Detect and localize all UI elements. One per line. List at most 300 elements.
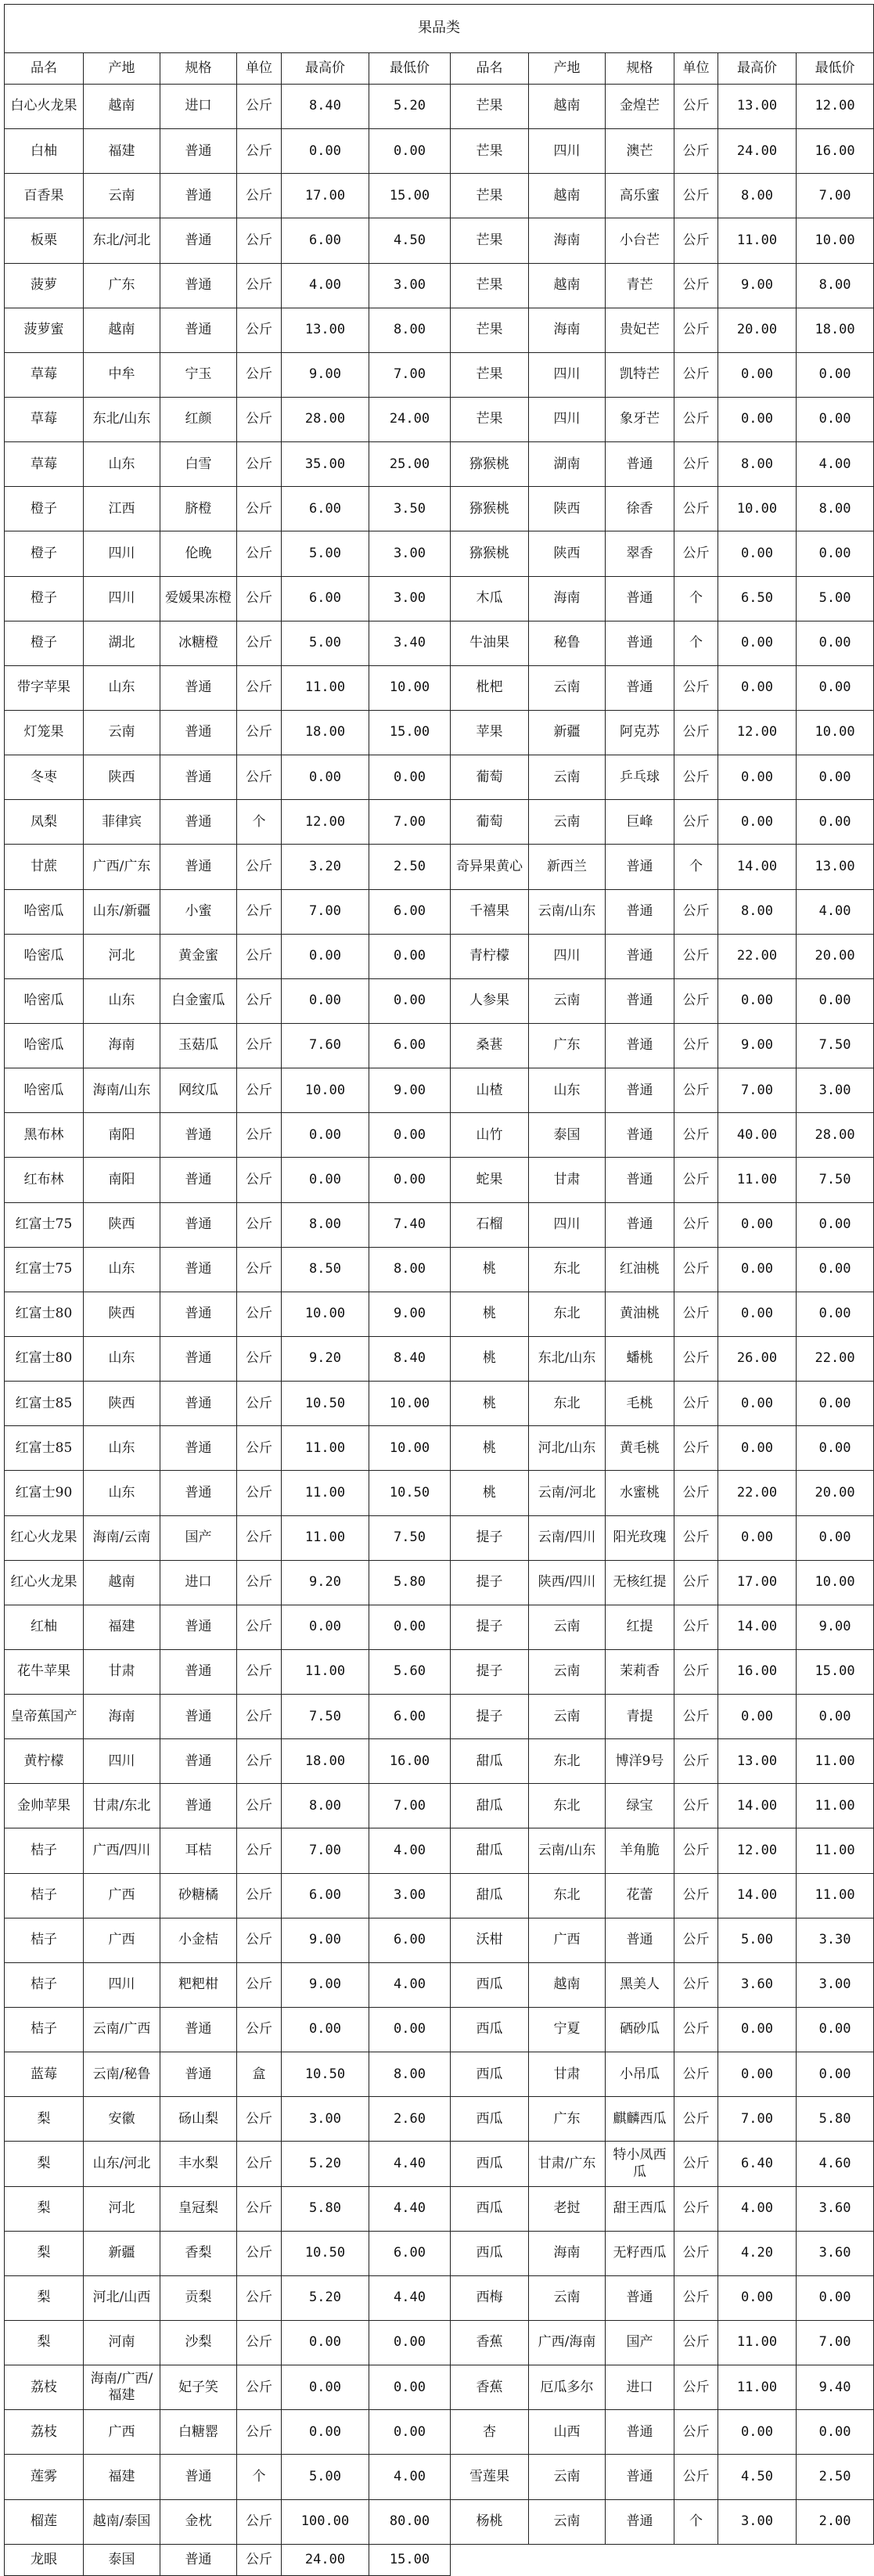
cell-spec: 硒砂瓜 [606, 2008, 674, 2052]
cell-min: 10.00 [797, 710, 874, 755]
cell-name: 芒果 [451, 85, 529, 129]
cell-min: 0.00 [797, 1426, 874, 1471]
cell-spec: 普通 [160, 845, 237, 889]
cell-max: 11.00 [282, 1649, 369, 1694]
table-row [5, 2499, 874, 2544]
cell-min: 7.50 [797, 1158, 874, 1202]
cell-max: 0.00 [718, 397, 797, 441]
cell-unit: 公斤 [237, 1471, 282, 1515]
cell-unit: 公斤 [237, 2142, 282, 2186]
cell-min: 0.00 [797, 2052, 874, 2097]
cell-min: 4.50 [369, 218, 451, 263]
cell-name: 芒果 [451, 352, 529, 397]
cell-origin: 越南/泰国 [84, 2499, 160, 2544]
table-row [5, 576, 874, 621]
cell-unit: 公斤 [674, 352, 718, 397]
cell-max: 0.00 [718, 531, 797, 576]
cell-max: 0.00 [718, 2410, 797, 2455]
cell-spec: 阿克苏 [606, 710, 674, 755]
cell-max: 9.00 [282, 352, 369, 397]
cell-origin: 湖南 [529, 442, 606, 487]
cell-unit: 公斤 [237, 531, 282, 576]
cell-origin: 广西/海南 [529, 2321, 606, 2365]
cell-spec: 普通 [606, 889, 674, 934]
cell-origin: 河北/山东 [529, 1426, 606, 1471]
cell-name: 甜瓜 [451, 1873, 529, 1918]
cell-min: 10.00 [369, 1426, 451, 1471]
cell-origin: 山东 [84, 978, 160, 1023]
cell-unit: 公斤 [237, 576, 282, 621]
cell-unit: 公斤 [674, 263, 718, 308]
cell-origin: 山东 [84, 1426, 160, 1471]
cell-min: 0.00 [797, 1695, 874, 1739]
cell-name: 芒果 [451, 174, 529, 218]
cell-max: 0.00 [718, 1247, 797, 1292]
cell-max: 0.00 [718, 2052, 797, 2097]
cell-unit: 公斤 [674, 1918, 718, 1962]
cell-origin: 山东 [84, 665, 160, 710]
cell-min: 4.40 [369, 2275, 451, 2320]
cell-min: 0.00 [369, 2321, 451, 2365]
cell-min: 7.50 [369, 1515, 451, 1560]
cell-unit: 公斤 [237, 1202, 282, 1247]
cell-max: 40.00 [718, 1113, 797, 1158]
cell-name: 梨 [5, 2186, 84, 2231]
cell-origin: 老挝 [529, 2186, 606, 2231]
table-row [5, 1962, 874, 2007]
cell-max: 0.00 [718, 2008, 797, 2052]
cell-max: 9.20 [282, 1560, 369, 1605]
cell-origin: 云南 [529, 800, 606, 845]
cell-max: 7.60 [282, 1023, 369, 1068]
cell-name: 红富士90 [5, 1471, 84, 1515]
cell-name: 桔子 [5, 2008, 84, 2052]
cell-max: 17.00 [282, 174, 369, 218]
cell-spec: 进口 [160, 85, 237, 129]
cell-max: 10.50 [282, 2231, 369, 2275]
cell-spec: 青芒 [606, 263, 674, 308]
table-row [5, 218, 874, 263]
column-header: 品名 [5, 53, 84, 85]
cell-origin: 四川 [529, 397, 606, 441]
cell-origin: 云南 [529, 2275, 606, 2320]
cell-min: 3.00 [369, 576, 451, 621]
cell-spec: 普通 [606, 845, 674, 889]
cell-unit: 公斤 [674, 1113, 718, 1158]
cell-min: 0.00 [369, 934, 451, 978]
cell-spec: 普通 [606, 665, 674, 710]
cell-min: 3.00 [797, 1962, 874, 2007]
cell-origin: 广西 [529, 1918, 606, 1962]
cell-min: 18.00 [797, 308, 874, 352]
cell-unit: 公斤 [237, 2186, 282, 2231]
cell-min: 11.00 [797, 1828, 874, 1873]
cell-spec: 小台芒 [606, 218, 674, 263]
cell-name: 猕猴桃 [451, 531, 529, 576]
cell-unit: 公斤 [237, 934, 282, 978]
cell-min: 4.00 [797, 889, 874, 934]
cell-min: 7.00 [797, 174, 874, 218]
column-header: 单位 [237, 53, 282, 85]
cell-origin: 云南 [529, 755, 606, 800]
cell-max: 10.50 [282, 2052, 369, 2097]
cell-name: 橙子 [5, 531, 84, 576]
cell-spec: 黄毛桃 [606, 1426, 674, 1471]
table-row [5, 2410, 874, 2455]
cell-spec: 澳芒 [606, 129, 674, 174]
cell-spec: 蟠桃 [606, 1336, 674, 1381]
cell-spec: 白雪 [160, 442, 237, 487]
cell-min: 0.00 [369, 1113, 451, 1158]
cell-max: 11.00 [282, 1515, 369, 1560]
cell-max: 0.00 [282, 129, 369, 174]
cell-min: 7.00 [369, 1784, 451, 1828]
cell-spec: 普通 [160, 1158, 237, 1202]
cell-unit: 公斤 [674, 1382, 718, 1426]
cell-origin: 广西 [84, 2410, 160, 2455]
cell-name: 凤梨 [5, 800, 84, 845]
price-sheet [4, 4, 855, 2576]
cell-unit: 公斤 [674, 2365, 718, 2410]
cell-name: 西瓜 [451, 2142, 529, 2186]
cell-max: 28.00 [282, 397, 369, 441]
cell-origin: 陕西 [84, 1382, 160, 1426]
cell-min: 5.80 [797, 2097, 874, 2142]
cell-name: 梨 [5, 2231, 84, 2275]
table-row [5, 1515, 874, 1560]
cell-name: 桑葚 [451, 1023, 529, 1068]
cell-origin: 东北 [529, 1382, 606, 1426]
cell-max: 0.00 [282, 2410, 369, 2455]
cell-spec: 绿宝 [606, 1784, 674, 1828]
cell-max: 9.00 [282, 1962, 369, 2007]
cell-max: 13.00 [282, 308, 369, 352]
cell-unit: 个 [674, 621, 718, 665]
cell-spec: 冰糖橙 [160, 621, 237, 665]
cell-max: 0.00 [282, 2008, 369, 2052]
cell-unit: 公斤 [674, 2455, 718, 2499]
cell-name: 西瓜 [451, 2008, 529, 2052]
cell-origin: 陕西 [84, 1202, 160, 1247]
cell-max: 4.20 [718, 2231, 797, 2275]
cell-spec: 翠香 [606, 531, 674, 576]
table-row [5, 2186, 874, 2231]
cell-unit: 公斤 [674, 1560, 718, 1605]
cell-origin: 云南 [529, 2455, 606, 2499]
cell-spec: 巨峰 [606, 800, 674, 845]
cell-min: 10.50 [369, 1471, 451, 1515]
cell-origin: 河北 [84, 934, 160, 978]
cell-origin: 东北/山东 [84, 397, 160, 441]
cell-name: 冬枣 [5, 755, 84, 800]
cell-unit: 公斤 [674, 2231, 718, 2275]
cell-spec: 贵妃芒 [606, 308, 674, 352]
cell-spec: 普通 [160, 800, 237, 845]
cell-unit: 公斤 [237, 2544, 282, 2575]
cell-origin: 南阳 [84, 1113, 160, 1158]
cell-spec: 花蕾 [606, 1873, 674, 1918]
cell-max: 5.00 [282, 531, 369, 576]
cell-unit: 个 [674, 845, 718, 889]
cell-name: 芒果 [451, 397, 529, 441]
column-header: 最高价 [718, 53, 797, 85]
cell-origin: 湖北 [84, 621, 160, 665]
cell-unit: 公斤 [674, 665, 718, 710]
cell-max: 8.00 [282, 1784, 369, 1828]
cell-spec: 普通 [160, 665, 237, 710]
cell-origin: 甘肃/东北 [84, 1784, 160, 1828]
cell-min: 0.00 [797, 755, 874, 800]
cell-unit: 公斤 [237, 978, 282, 1023]
cell-name: 牛油果 [451, 621, 529, 665]
cell-spec: 普通 [160, 1113, 237, 1158]
column-header: 最高价 [282, 53, 369, 85]
cell-max: 10.00 [282, 1068, 369, 1113]
cell-origin: 菲律宾 [84, 800, 160, 845]
cell-unit: 公斤 [674, 308, 718, 352]
cell-origin: 云南 [529, 1695, 606, 1739]
cell-unit: 公斤 [237, 218, 282, 263]
cell-name: 带字苹果 [5, 665, 84, 710]
cell-unit: 公斤 [674, 1695, 718, 1739]
cell-name: 桃 [451, 1292, 529, 1336]
cell-max: 0.00 [718, 352, 797, 397]
table-row [5, 1336, 874, 1381]
cell-origin: 东北/河北 [84, 218, 160, 263]
cell-min: 4.00 [369, 1962, 451, 2007]
cell-name: 哈密瓜 [5, 889, 84, 934]
cell-unit: 公斤 [237, 1113, 282, 1158]
cell-origin: 陕西/四川 [529, 1560, 606, 1605]
table-row [5, 1471, 874, 1515]
cell-min: 10.00 [797, 1560, 874, 1605]
cell-origin: 东北 [529, 1784, 606, 1828]
cell-name: 金帅苹果 [5, 1784, 84, 1828]
cell-max: 0.00 [282, 1113, 369, 1158]
cell-spec: 普通 [606, 621, 674, 665]
table-row [5, 1605, 874, 1649]
cell-min: 4.40 [369, 2142, 451, 2186]
cell-max: 11.00 [282, 1426, 369, 1471]
cell-spec: 普通 [160, 1202, 237, 1247]
cell-max: 0.00 [718, 665, 797, 710]
cell-spec: 沙梨 [160, 2321, 237, 2365]
cell-spec: 普通 [160, 710, 237, 755]
cell-name: 猕猴桃 [451, 442, 529, 487]
cell-spec: 国产 [606, 2321, 674, 2365]
cell-min: 16.00 [797, 129, 874, 174]
table-row [5, 397, 874, 441]
cell-min: 7.50 [797, 1023, 874, 1068]
cell-spec: 普通 [606, 978, 674, 1023]
cell-name: 蓝莓 [5, 2052, 84, 2097]
cell-unit: 公斤 [674, 1962, 718, 2007]
cell-origin: 东北 [529, 1292, 606, 1336]
cell-max: 10.00 [282, 1292, 369, 1336]
cell-name: 西瓜 [451, 2186, 529, 2231]
cell-name: 梨 [5, 2275, 84, 2320]
cell-name: 甜瓜 [451, 1828, 529, 1873]
cell-min: 0.00 [797, 2008, 874, 2052]
table-row [5, 1426, 874, 1471]
cell-unit: 公斤 [237, 1918, 282, 1962]
cell-max: 11.00 [718, 2365, 797, 2410]
cell-unit: 公斤 [237, 1292, 282, 1336]
cell-name: 葡萄 [451, 800, 529, 845]
cell-spec: 茉莉香 [606, 1649, 674, 1694]
cell-unit: 公斤 [237, 755, 282, 800]
table-title-row [5, 5, 874, 53]
cell-min: 4.40 [369, 2186, 451, 2231]
cell-origin: 陕西 [84, 1292, 160, 1336]
cell-max: 6.40 [718, 2142, 797, 2186]
cell-origin: 云南 [529, 665, 606, 710]
cell-min: 8.00 [797, 487, 874, 531]
cell-origin: 新疆 [84, 2231, 160, 2275]
cell-max: 22.00 [718, 934, 797, 978]
cell-unit: 个 [237, 2455, 282, 2499]
table-row [5, 2321, 874, 2365]
cell-unit: 公斤 [674, 442, 718, 487]
cell-name: 甘蔗 [5, 845, 84, 889]
cell-name: 桃 [451, 1382, 529, 1426]
cell-min: 5.20 [369, 85, 451, 129]
table-row [5, 129, 874, 174]
cell-spec: 普通 [160, 2008, 237, 2052]
cell-min: 7.00 [369, 800, 451, 845]
cell-spec: 丰水梨 [160, 2142, 237, 2186]
cell-name: 红富士80 [5, 1292, 84, 1336]
cell-unit: 公斤 [674, 1247, 718, 1292]
cell-unit: 公斤 [237, 1247, 282, 1292]
cell-spec: 普通 [160, 218, 237, 263]
cell-origin: 海南/广西/福建 [84, 2365, 160, 2410]
cell-min: 0.00 [797, 665, 874, 710]
cell-min: 4.00 [369, 2455, 451, 2499]
cell-unit: 公斤 [674, 2008, 718, 2052]
cell-max: 11.00 [282, 665, 369, 710]
cell-spec: 毛桃 [606, 1382, 674, 1426]
cell-unit: 公斤 [237, 2231, 282, 2275]
cell-spec: 普通 [160, 1336, 237, 1381]
cell-min: 0.00 [369, 1158, 451, 1202]
cell-origin: 山东 [84, 1471, 160, 1515]
cell-min: 3.60 [797, 2186, 874, 2231]
cell-unit: 公斤 [674, 800, 718, 845]
cell-spec: 伦晚 [160, 531, 237, 576]
cell-max: 11.00 [718, 218, 797, 263]
cell-spec: 乒乓球 [606, 755, 674, 800]
cell-spec: 耳桔 [160, 1828, 237, 1873]
cell-origin: 厄瓜多尔 [529, 2365, 606, 2410]
cell-max: 0.00 [718, 1202, 797, 1247]
cell-unit: 公斤 [674, 1605, 718, 1649]
cell-max: 0.00 [718, 1515, 797, 1560]
cell-unit: 公斤 [674, 755, 718, 800]
cell-spec: 普通 [160, 1292, 237, 1336]
cell-unit: 公斤 [237, 2499, 282, 2544]
cell-origin: 云南 [529, 1605, 606, 1649]
table-row [5, 934, 874, 978]
cell-origin: 广东 [529, 2097, 606, 2142]
cell-name: 提子 [451, 1695, 529, 1739]
cell-min: 10.00 [369, 1382, 451, 1426]
cell-max: 8.00 [282, 1202, 369, 1247]
cell-name: 红富士80 [5, 1336, 84, 1381]
cell-origin: 四川 [84, 1962, 160, 2007]
cell-min: 12.00 [797, 85, 874, 129]
cell-unit: 盒 [237, 2052, 282, 2097]
cell-origin: 海南/云南 [84, 1515, 160, 1560]
cell-origin: 海南 [529, 218, 606, 263]
cell-max: 0.00 [282, 1158, 369, 1202]
cell-max: 7.50 [282, 1695, 369, 1739]
cell-min: 7.40 [369, 1202, 451, 1247]
cell-unit: 公斤 [674, 174, 718, 218]
cell-min: 10.00 [369, 665, 451, 710]
cell-unit: 公斤 [237, 1962, 282, 2007]
cell-spec: 普通 [606, 2410, 674, 2455]
cell-spec: 普通 [160, 308, 237, 352]
cell-max: 9.00 [718, 1023, 797, 1068]
cell-max: 0.00 [718, 1292, 797, 1336]
cell-name: 葡萄 [451, 755, 529, 800]
table-row [5, 442, 874, 487]
table-row [5, 174, 874, 218]
cell-origin: 广西/四川 [84, 1828, 160, 1873]
cell-max: 22.00 [718, 1471, 797, 1515]
cell-min: 3.60 [797, 2231, 874, 2275]
cell-min: 3.50 [369, 487, 451, 531]
cell-min: 3.30 [797, 1918, 874, 1962]
cell-unit: 公斤 [674, 1336, 718, 1381]
table-row [5, 1113, 874, 1158]
cell-spec: 象牙芒 [606, 397, 674, 441]
cell-max: 14.00 [718, 1784, 797, 1828]
cell-spec: 普通 [606, 576, 674, 621]
cell-min: 11.00 [797, 1739, 874, 1784]
cell-name: 荔枝 [5, 2365, 84, 2410]
cell-origin: 秘鲁 [529, 621, 606, 665]
cell-max: 8.00 [718, 174, 797, 218]
cell-min: 3.00 [369, 531, 451, 576]
cell-name: 桃 [451, 1426, 529, 1471]
cell-max: 0.00 [718, 800, 797, 845]
column-header: 最低价 [369, 53, 451, 85]
cell-min: 0.00 [369, 755, 451, 800]
cell-origin: 山东 [529, 1068, 606, 1113]
cell-unit: 公斤 [674, 487, 718, 531]
cell-name: 雪莲果 [451, 2455, 529, 2499]
cell-min: 24.00 [369, 397, 451, 441]
table-title: 果品类 [5, 5, 874, 53]
cell-min: 6.00 [369, 1695, 451, 1739]
cell-origin: 甘肃 [529, 2052, 606, 2097]
cell-unit: 公斤 [237, 621, 282, 665]
cell-min: 15.00 [369, 174, 451, 218]
cell-origin: 中牟 [84, 352, 160, 397]
cell-spec: 水蜜桃 [606, 1471, 674, 1515]
cell-spec: 普通 [160, 1247, 237, 1292]
cell-max: 26.00 [718, 1336, 797, 1381]
cell-max: 9.20 [282, 1336, 369, 1381]
cell-unit: 公斤 [237, 2275, 282, 2320]
cell-max: 6.00 [282, 576, 369, 621]
cell-origin: 海南 [84, 1023, 160, 1068]
cell-min: 0.00 [797, 1247, 874, 1292]
cell-min: 0.00 [797, 978, 874, 1023]
cell-name: 山竹 [451, 1113, 529, 1158]
